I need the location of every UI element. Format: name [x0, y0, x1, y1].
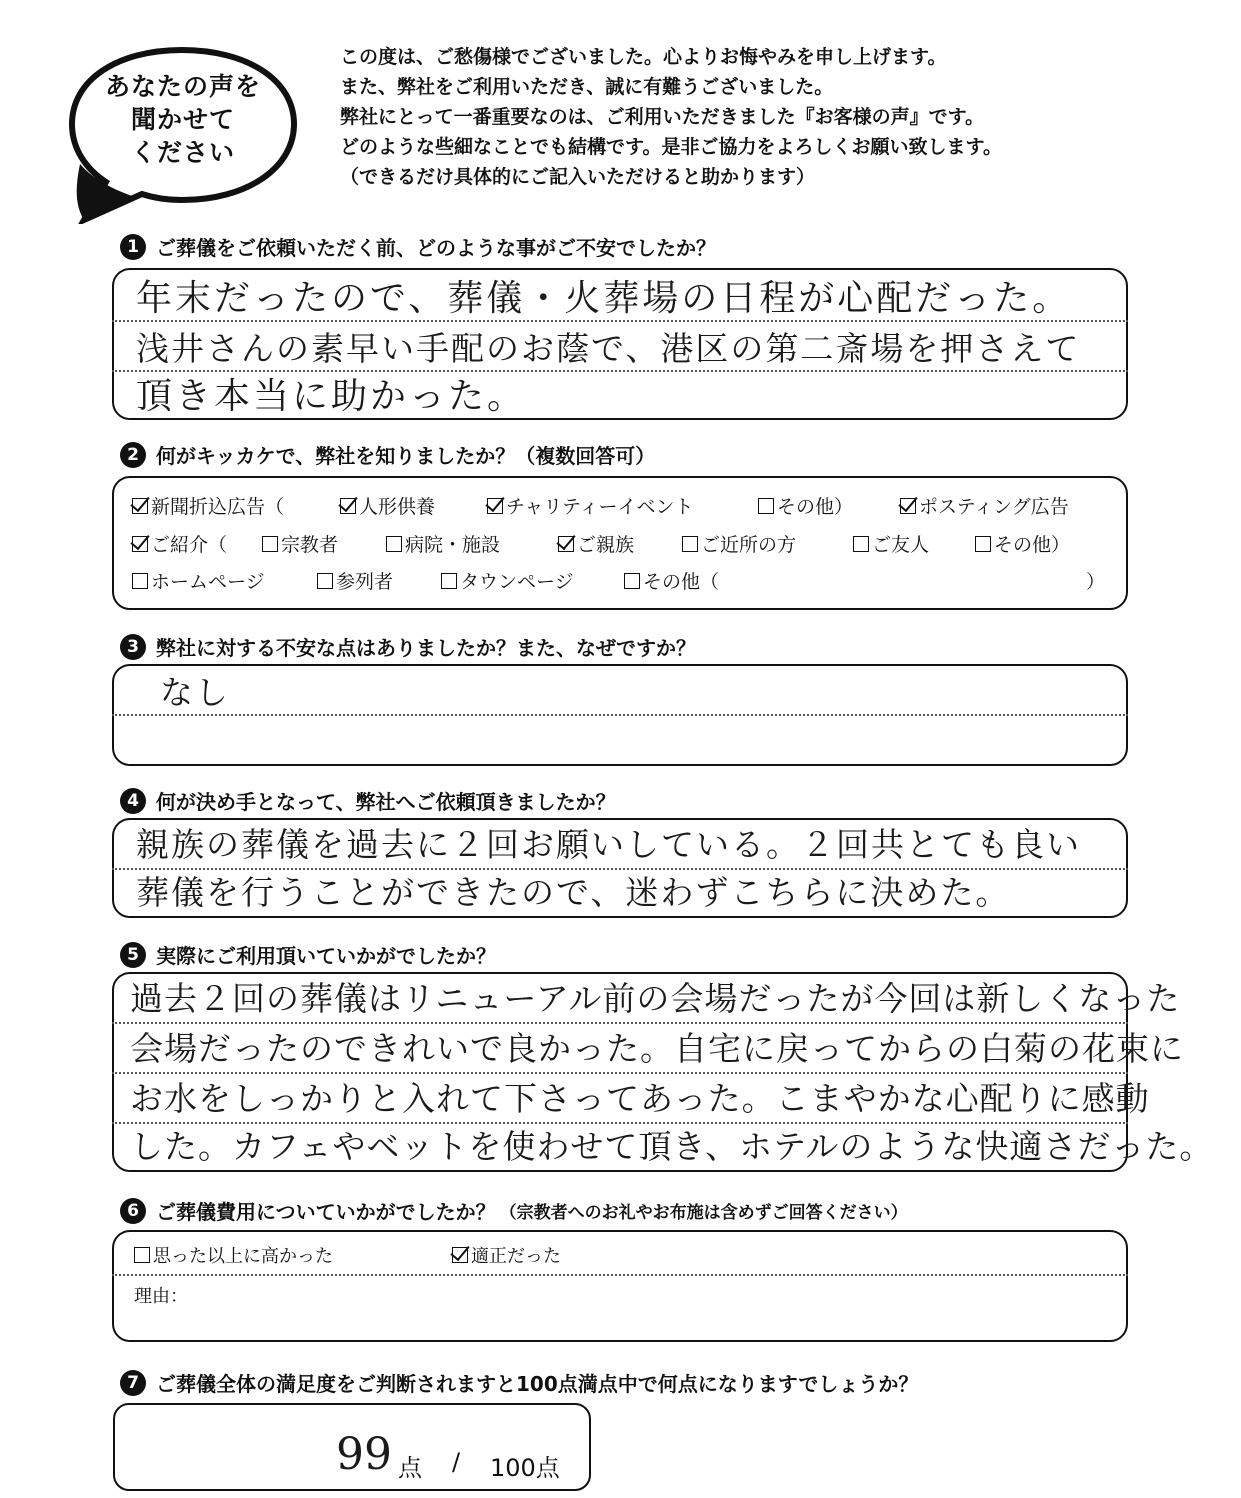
- option-other-3-close: ）: [1086, 571, 1106, 593]
- handwritten-answer: 葬儀を行うことができたので、迷わずこちらに決めた。: [136, 873, 1011, 912]
- option-charity-event[interactable]: チャリティーイベント: [487, 492, 694, 519]
- score-slash: /: [452, 1448, 461, 1476]
- score-max: 100点: [490, 1454, 560, 1482]
- checkbox-icon: [262, 536, 278, 552]
- checkbox-icon: [624, 573, 640, 589]
- question-2: 2 何がキッカケで、弊社を知りましたか？（複数回答可）: [120, 440, 655, 469]
- handwritten-answer: 親族の葬儀を過去に２回お願いしている。２回共とても良い: [136, 825, 1081, 864]
- option-other-2[interactable]: その他）: [975, 530, 1070, 557]
- intro-text: この度は、ご愁傷様でございました。心よりお悔やみを申し上げます。 また、弊社をご利用いただき、誠に有難うございました。 弊社にとって一番重要なのは、ご利用いただきました『お客様の声』です。 どのような些細なことでも結構です。是非ご協力をよろしくお願い致します。 （できるだけ具体的にご記入いただけると助かります）: [340, 46, 1002, 188]
- handwritten-answer: 年末だったので、葬儀・火葬場の日程が心配だった。: [136, 278, 1072, 319]
- option-friends[interactable]: ご友人: [853, 530, 929, 557]
- handwritten-answer: 会場だったのできれいで良かった。自宅に戻ってからの白菊の花束に: [130, 1029, 1184, 1068]
- checkbox-icon: [558, 536, 574, 552]
- option-hospital[interactable]: 病院・施設: [386, 530, 500, 557]
- checkbox-icon: [487, 498, 503, 514]
- checkbox-icon: [682, 536, 698, 552]
- checkbox-icon: [317, 573, 333, 589]
- handwritten-answer: 過去２回の葬儀はリニューアル前の会場だったが今回は新しくなった: [130, 979, 1181, 1018]
- option-other-1[interactable]: その他）: [758, 492, 853, 519]
- option-referral[interactable]: ご紹介（: [132, 530, 227, 557]
- handwritten-answer: なし: [160, 673, 230, 712]
- checkbox-icon: [134, 1247, 150, 1263]
- bubble-title: あなたの声を 聞かせて ください: [104, 72, 261, 167]
- question-number: 5: [120, 942, 146, 968]
- question-4: 4 何が決め手となって、弊社へご依頼頂きましたか？: [120, 786, 616, 815]
- question-number: 7: [120, 1370, 146, 1396]
- checkbox-icon: [386, 536, 402, 552]
- question-5: 5 実際にご利用頂いていかがでしたか？: [120, 940, 496, 969]
- option-newspaper[interactable]: 新聞折込広告（: [132, 492, 284, 519]
- handwritten-answer: お水をしっかりと入れて下さってあった。こまやかな心配りに感動: [130, 1079, 1150, 1118]
- checkbox-icon: [441, 573, 457, 589]
- reason-label: 理由：: [134, 1286, 188, 1307]
- question-number: 3: [120, 634, 146, 660]
- option-reasonable[interactable]: 適正だった: [452, 1242, 561, 1268]
- question-number: 4: [120, 788, 146, 814]
- checkbox-icon: [758, 498, 774, 514]
- option-town-page[interactable]: タウンページ: [441, 567, 574, 594]
- option-clergy[interactable]: 宗教者: [262, 530, 338, 557]
- checkbox-icon: [452, 1247, 468, 1263]
- checkbox-icon: [340, 498, 356, 514]
- option-relatives[interactable]: ご親族: [558, 530, 634, 557]
- checkbox-icon: [132, 498, 148, 514]
- question-7: 7 ご葬儀全体の満足度をご判断されますと100点満点中で何点になりますでしょうか？: [120, 1368, 918, 1397]
- option-doll-memorial[interactable]: 人形供養: [340, 492, 435, 519]
- option-other-3[interactable]: その他（: [624, 567, 719, 594]
- checkbox-icon: [132, 536, 148, 552]
- question-number: 2: [120, 442, 146, 468]
- option-too-expensive[interactable]: 思った以上に高かった: [134, 1242, 333, 1268]
- question-1: 1 ご葬儀をご依頼いただく前、どのような事がご不安でしたか？: [120, 232, 716, 261]
- question-3: 3 弊社に対する不安な点はありましたか？また、なぜですか？: [120, 632, 696, 661]
- question-6: 6 ご葬儀費用についていかがでしたか？ （宗教者へのお礼やお布施は含めずご回答ください）: [120, 1196, 908, 1225]
- handwritten-answer: 浅井さんの素早い手配のお蔭で、港区の第二斎場を押さえて: [136, 329, 1081, 368]
- option-neighbors[interactable]: ご近所の方: [682, 530, 796, 557]
- checkbox-icon: [900, 498, 916, 514]
- checkbox-icon: [853, 536, 869, 552]
- question-number: 1: [120, 234, 146, 260]
- score-unit: 点: [398, 1454, 422, 1482]
- option-attendee[interactable]: 参列者: [317, 567, 393, 594]
- checkbox-icon: [975, 536, 991, 552]
- handwritten-answer: 頂き本当に助かった。: [136, 376, 527, 417]
- handwritten-score: 99: [336, 1429, 392, 1480]
- checkbox-icon: [132, 573, 148, 589]
- handwritten-answer: した。カフェやベットを使わせて頂き、ホテルのような快適さだった。: [130, 1127, 1214, 1166]
- option-posting-ad[interactable]: ポスティング広告: [900, 492, 1069, 519]
- question-number: 6: [120, 1198, 146, 1224]
- option-homepage[interactable]: ホームページ: [132, 567, 265, 594]
